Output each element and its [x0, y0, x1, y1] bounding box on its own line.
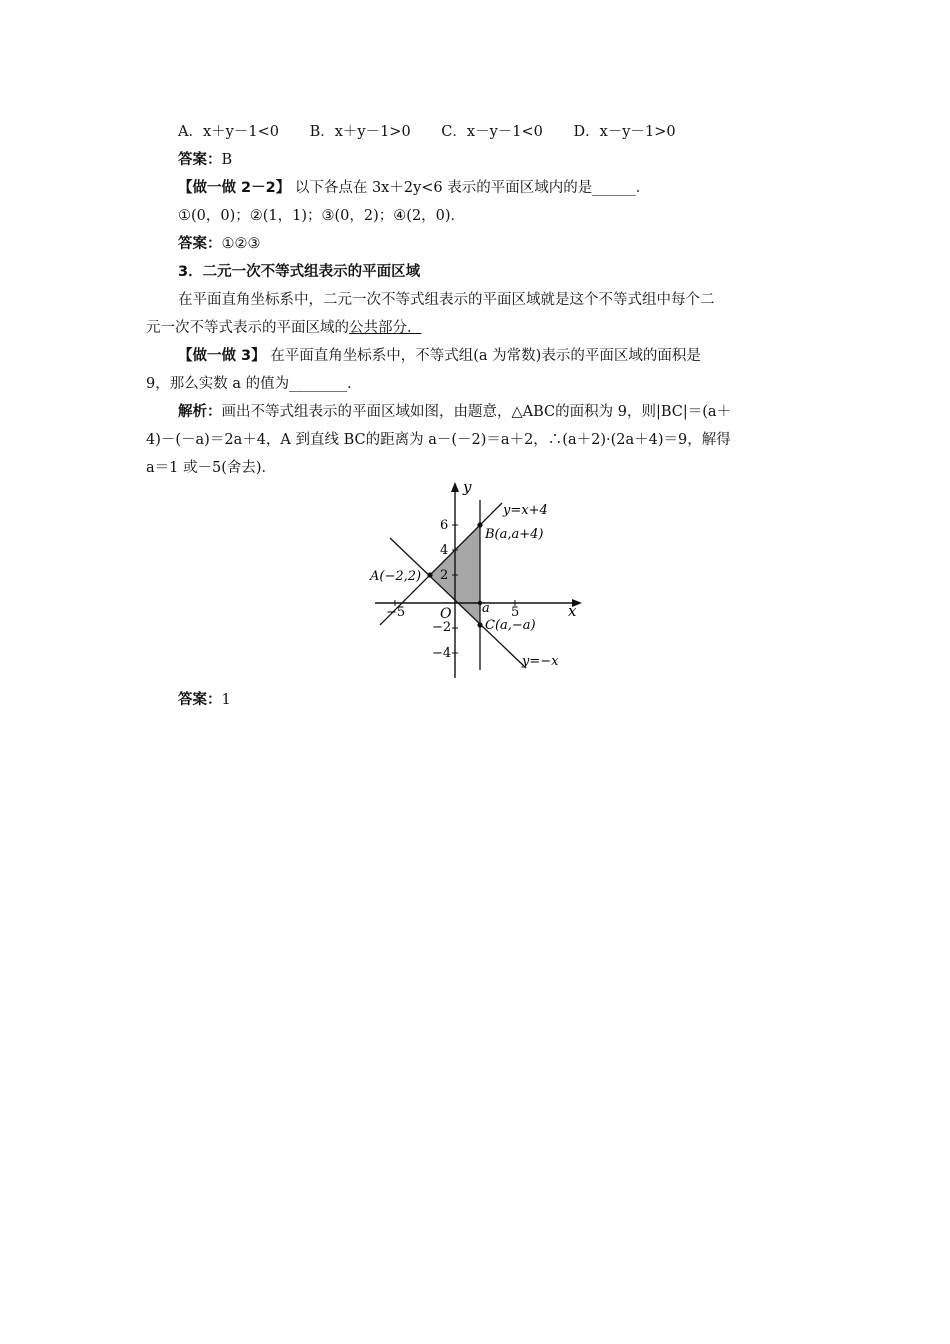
question-3-line-2: 9，那么实数 a 的值为________．: [146, 376, 362, 392]
point-b-dot: [477, 522, 482, 527]
question-label: 【做一做 3】: [178, 348, 266, 364]
answer-label: 答案：: [178, 152, 222, 168]
y-tick-label: 4: [440, 543, 449, 558]
analysis-line-1: [178, 402, 731, 422]
question-text: 以下各点在 3x＋2y<6 表示的平面区域内的是______．: [290, 180, 651, 196]
y-tick-label: 6: [440, 518, 449, 533]
point-a-dot: [427, 572, 432, 577]
point-b-label: B(a,a+4): [485, 527, 544, 542]
origin-label: O: [440, 606, 452, 622]
underlined-answer: 公共部分．: [349, 320, 422, 336]
analysis-text: 画出不等式组表示的平面区域如图，由题意，△ABC的面积为 9，则|BC|＝(a＋: [221, 404, 732, 420]
line-1-label: y=x+4: [503, 503, 548, 518]
answer-value: B: [221, 152, 233, 168]
answer-2: [178, 234, 261, 254]
question-label: 【做一做 2－2】: [178, 180, 291, 196]
option-d: D．x－y－1>0: [573, 124, 676, 140]
region-figure: [360, 478, 590, 683]
line-2-label: y=−x: [522, 654, 559, 669]
y-axis-arrow-icon: [451, 482, 459, 492]
analysis-line-2: 4)－(－a)＝2a＋4，A 到直线 BC的距离为 a－(－2)＝a＋2，∴(a＋2)·(2a＋4)＝9，解得: [146, 432, 731, 448]
paragraph-text: 元一次不等式表示的平面区域的: [146, 320, 349, 336]
question-2-2: [178, 178, 650, 198]
option-b: B．x＋y－1>0: [309, 124, 411, 140]
y-tick-label: 2: [440, 568, 449, 583]
option-c: C．x－y－1<0: [441, 124, 543, 140]
answer-label: 答案：: [178, 236, 222, 252]
x-tick-label: −5: [386, 605, 406, 620]
analysis-label: 解析：: [178, 404, 222, 420]
answer-1: [178, 150, 232, 170]
option-a: A．x＋y－1<0: [178, 124, 279, 140]
answer-label: 答案：: [178, 692, 222, 708]
point-a-label: A(−2,2): [370, 569, 422, 584]
options-row: [178, 122, 676, 142]
answer-3: [178, 690, 231, 710]
section-3-paragraph-line-2: [146, 318, 422, 338]
answer-value: 1: [221, 692, 231, 708]
answer-value: ①②③: [221, 236, 261, 252]
analysis-line-3: a＝1 或－5(舍去)．: [146, 460, 277, 476]
x-tick-label: 5: [511, 605, 520, 620]
y-axis-label: y: [463, 478, 472, 496]
points-line: ①(0，0)；②(1，1)；③(0，2)；④(2，0)．: [178, 208, 466, 224]
tick-a-label: a: [482, 601, 490, 616]
point-c-label: C(a,−a): [485, 618, 536, 633]
point-c-dot: [477, 622, 482, 627]
section-3-paragraph-line-1: 在平面直角坐标系中，二元一次不等式组表示的平面区域就是这个不等式组中每个二: [178, 292, 715, 308]
question-text: 在平面直角坐标系中，不等式组(a 为常数)表示的平面区域的面积是: [265, 348, 701, 364]
question-3-line-1: [178, 346, 701, 366]
y-tick-label: −2: [432, 620, 452, 635]
y-tick-label: −4: [432, 646, 452, 661]
section-3-title: 3．二元一次不等式组表示的平面区域: [178, 264, 421, 280]
x-axis-label: x: [568, 602, 577, 620]
